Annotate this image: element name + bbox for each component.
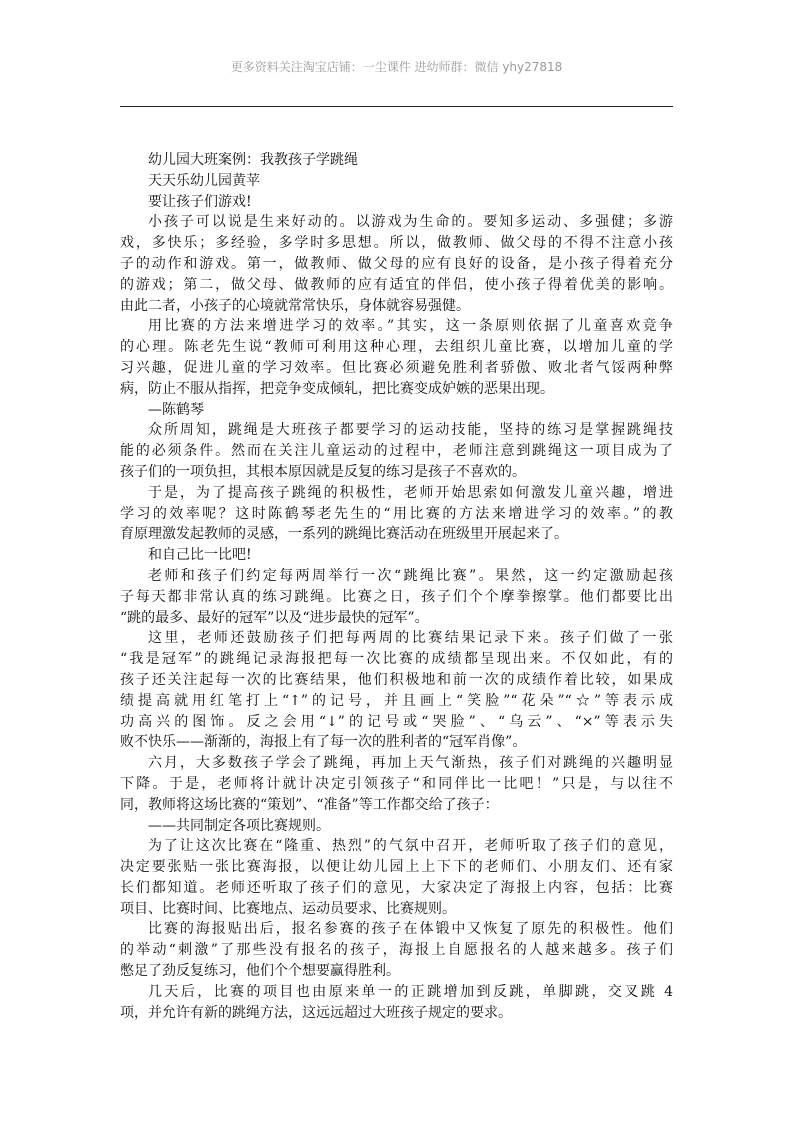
text-line: 的游戏；第二，做父母、做教师的应有适宜的伴侣，使小孩子得着优美的影响。 bbox=[120, 276, 673, 293]
text-line: 憋足了劲反复练习，他们个个想要赢得胜利。 bbox=[120, 963, 400, 980]
text-line: “我是冠军”的跳绳记录海报把每一次比赛的成绩都呈现出来。不仅如此，有的 bbox=[120, 651, 673, 668]
text-line: 病，防止不服从指挥，把竞争变成倾轧，把比赛变成妒嫉的恶果出现。 bbox=[120, 380, 554, 397]
text-line: 子每天都非常认真的练习跳绳。比赛之日，孩子们个个摩拳擦掌。他们都要比出 bbox=[120, 588, 673, 605]
text-line: 比赛的海报贴出后，报名参赛的孩子在体锻中又恢复了原先的积极性。他们 bbox=[148, 921, 673, 938]
text-line: 育原理激发起教师的灵感，一系列的跳绳比赛活动在班级里开展起来了。 bbox=[120, 526, 568, 543]
text-line: 的心理。陈老先生说“教师可利用这种心理，去组织儿童比赛，以增加儿童的学 bbox=[120, 339, 673, 356]
text-line: 项，并允许有新的跳绳方法，这远远超过大班孩子规定的要求。 bbox=[120, 1004, 512, 1021]
section-heading: 和自己比一比吧! bbox=[148, 547, 252, 564]
text-line: 子的动作和游戏。第一，做教师、做父母的应有良好的设备，是小孩子得着充分 bbox=[120, 255, 673, 272]
text-line: 学习的效率呢？这时陈鹤琴老先生的“用比赛的方法来增进学习的效率。”的教 bbox=[120, 505, 673, 522]
document-body bbox=[120, 150, 673, 1023]
text-line: 败不快乐——渐渐的，海报上有了每一次的胜利者的“冠军肖像”。 bbox=[120, 734, 527, 751]
text-line: 项目、比赛时间、比赛地点、运动员要求、比赛规则。 bbox=[120, 900, 456, 917]
text-line: 下降。于是，老师将计就计决定引领孩子“和同伴比一比吧！”只是，与以往不 bbox=[120, 775, 673, 792]
quote-attribution: —陈鹤琴 bbox=[148, 401, 204, 418]
text-line: 几天后，比赛的项目也由原来单一的正跳增加到反跳，单脚跳，交叉跳 4 bbox=[148, 983, 673, 1000]
text-line: 孩子们的一项负担，其根本原因就是反复的练习是孩子不喜欢的。 bbox=[120, 463, 526, 480]
text-line: 众所周知，跳绳是大班孩子都要学习的运动技能，坚持的练习是掌握跳绳技 bbox=[148, 422, 673, 439]
text-line: 于是，为了提高孩子跳绳的积极性，老师开始思索如何激发儿童兴趣，增进 bbox=[148, 484, 673, 501]
text-line: “跳的最多、最好的冠军”以及“进步最快的冠军”。 bbox=[120, 609, 429, 626]
text-line: 功高兴的图饰。反之会用“↓”的记号或“哭脸”、“乌云”、“×”等表示失 bbox=[120, 713, 673, 730]
document-title: 幼儿园大班案例：我教孩子学跳绳 bbox=[148, 152, 358, 168]
header-divider bbox=[120, 106, 673, 107]
text-line: 同，教师将这场比赛的“策划”、“准备”等工作都交给了孩子： bbox=[120, 796, 499, 813]
text-line: 决定要张贴一张比赛海报，以便让幼儿园上上下下的老师们、小朋友们、还有家 bbox=[120, 859, 673, 876]
text-line: ——共同制定各项比赛规则。 bbox=[148, 817, 330, 834]
text-line: 六月，大多数孩子学会了跳绳，再加上天气渐热，孩子们对跳绳的兴趣明显 bbox=[148, 755, 673, 772]
section-heading: 要让孩子们游戏! bbox=[148, 193, 252, 210]
text-line: 习兴趣，促进儿童的学习效率。但比赛必须避免胜利者骄傲、败北者气馁两种弊 bbox=[120, 359, 673, 376]
text-line: 这里，老师还鼓励孩子们把每两周的比赛结果记录下来。孩子们做了一张 bbox=[148, 630, 673, 647]
text-line: 老师和孩子们约定每两周举行一次“跳绳比赛”。果然，这一约定激励起孩 bbox=[148, 567, 673, 584]
text-line: 的举动“刺激”了那些没有报名的孩子，海报上自愿报名的人越来越多。孩子们 bbox=[120, 942, 673, 959]
text-line: 用比赛的方法来增进学习的效率。”其实，这一条原则依据了儿童喜欢竞争 bbox=[148, 318, 673, 335]
text-line: 小孩子可以说是生来好动的。以游戏为生命的。要知多运动、多强健；多游 bbox=[148, 214, 673, 231]
page-header-watermark: 更多资料关注淘宝店铺：一尘课件 进幼师群：微信 yhy27818 bbox=[230, 60, 563, 74]
text-line: 长们都知道。老师还听取了孩子们的意见，大家决定了海报上内容，包括：比赛 bbox=[120, 879, 673, 896]
text-line: 孩子还关注起每一次的比赛结果，他们积极地和前一次的成绩作着比较，如果成 bbox=[120, 671, 673, 688]
text-line: 戏，多快乐；多经验，多学时多思想。所以，做教师、做父母的不得不注意小孩 bbox=[120, 235, 673, 252]
text-line: 由此二者，小孩子的心境就常常快乐，身体就容易强健。 bbox=[120, 297, 470, 314]
text-line: 绩提高就用红笔打上“↑”的记号，并且画上“笑脸”“花朵”“☆”等表示成 bbox=[120, 692, 673, 709]
text-line: 能的必须条件。然而在关注儿童运动的过程中，老师注意到跳绳这一项目成为了 bbox=[120, 443, 673, 460]
text-line: 为了让这次比赛在“隆重、热烈”的气氛中召开，老师听取了孩子们的意见， bbox=[148, 838, 673, 855]
author-line: 天天乐幼儿园黄苹 bbox=[148, 172, 260, 189]
